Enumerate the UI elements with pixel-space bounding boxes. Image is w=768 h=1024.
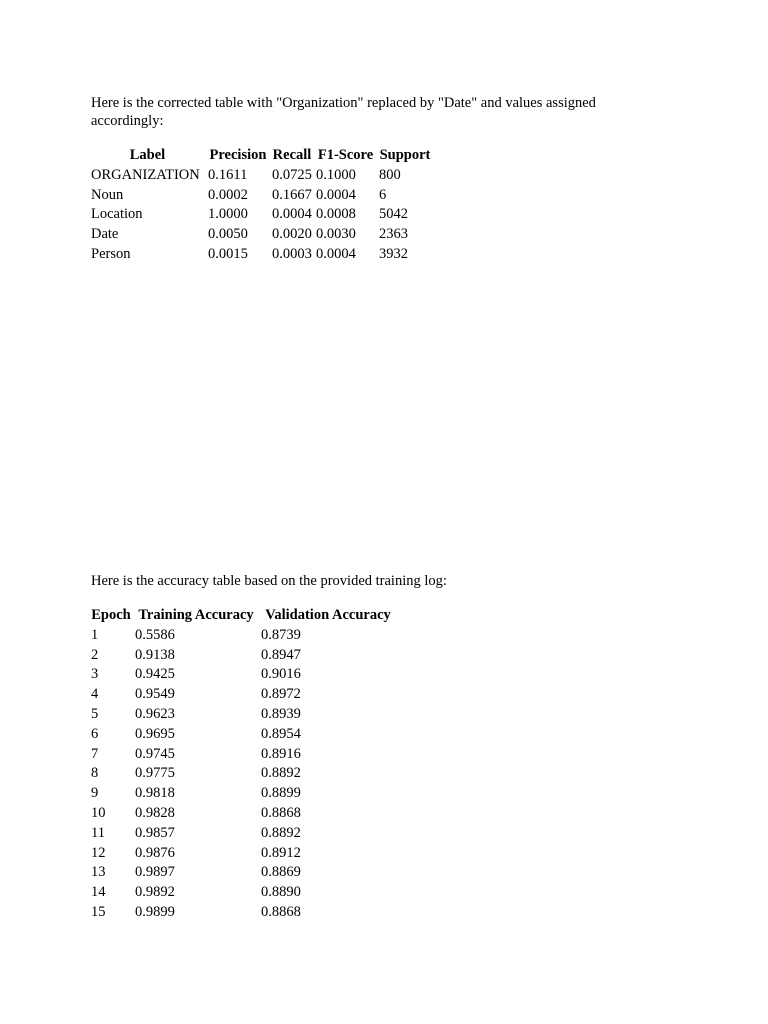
cell-validation-accuracy: 0.8892: [261, 824, 301, 841]
cell-validation-accuracy: 0.8892: [261, 765, 301, 782]
cell-training-accuracy: 0.9876: [135, 844, 175, 861]
table-row: [89, 745, 397, 765]
table-row: [89, 626, 397, 646]
header-f1-score: F1-Score: [317, 147, 374, 163]
table-row: [89, 186, 433, 206]
metrics-table: [89, 146, 433, 265]
header-epoch: Epoch: [91, 607, 131, 623]
cell-validation-accuracy: 0.8890: [261, 884, 301, 901]
header-label: Label: [129, 147, 166, 163]
cell-training-accuracy: 0.9425: [135, 666, 175, 683]
cell-epoch: 1: [91, 626, 99, 643]
cell-label: Noun: [91, 186, 124, 203]
cell-epoch: 10: [91, 804, 106, 821]
table-row: [89, 166, 433, 186]
cell-epoch: 2: [91, 646, 99, 663]
table-row: [89, 225, 433, 245]
table-row: [89, 804, 397, 824]
cell-validation-accuracy: 0.8912: [261, 844, 301, 861]
cell-f1-score: 0.0030: [316, 226, 356, 243]
cell-support: 2363: [379, 226, 408, 243]
cell-precision: 0.0050: [208, 226, 248, 243]
cell-support: 3932: [379, 245, 408, 262]
metrics-intro-text: Here is the corrected table with "Organization" replaced by "Date" and values assigned accordingly:: [91, 95, 596, 129]
cell-recall: 0.0004: [272, 206, 312, 223]
cell-epoch: 15: [91, 903, 106, 920]
table-row: [89, 903, 397, 923]
cell-recall: 0.0003: [272, 245, 312, 262]
cell-training-accuracy: 0.9828: [135, 804, 175, 821]
cell-training-accuracy: 0.9745: [135, 745, 175, 762]
cell-epoch: 14: [91, 884, 106, 901]
table-row: [89, 646, 397, 666]
cell-validation-accuracy: 0.8868: [261, 804, 301, 821]
cell-f1-score: 0.0004: [316, 186, 356, 203]
cell-validation-accuracy: 0.8868: [261, 903, 301, 920]
cell-epoch: 5: [91, 705, 99, 722]
accuracy-intro-text: Here is the accuracy table based on the provided training log:: [91, 573, 447, 589]
table-row: [89, 665, 397, 685]
cell-support: 6: [379, 186, 387, 203]
cell-support: 800: [379, 166, 401, 183]
cell-epoch: 9: [91, 785, 99, 802]
cell-validation-accuracy: 0.9016: [261, 666, 301, 683]
table-row: [89, 245, 433, 265]
cell-recall: 0.1667: [272, 186, 312, 203]
cell-validation-accuracy: 0.8947: [261, 646, 301, 663]
table-row: [89, 824, 397, 844]
table-row: [89, 705, 397, 725]
cell-training-accuracy: 0.9897: [135, 864, 175, 881]
cell-training-accuracy: 0.9818: [135, 785, 175, 802]
cell-recall: 0.0020: [272, 226, 312, 243]
cell-validation-accuracy: 0.8954: [261, 725, 301, 742]
table-row: [89, 883, 397, 903]
table-row: [89, 863, 397, 883]
cell-precision: 0.0015: [208, 245, 248, 262]
cell-epoch: 4: [91, 686, 99, 703]
header-recall: Recall: [272, 147, 312, 163]
cell-label: Person: [91, 245, 131, 262]
cell-training-accuracy: 0.9892: [135, 884, 175, 901]
cell-validation-accuracy: 0.8869: [261, 864, 301, 881]
cell-training-accuracy: 0.9549: [135, 686, 175, 703]
cell-validation-accuracy: 0.8739: [261, 626, 301, 643]
metrics-header-row: [89, 146, 433, 166]
cell-validation-accuracy: 0.8972: [261, 686, 301, 703]
cell-training-accuracy: 0.9775: [135, 765, 175, 782]
cell-validation-accuracy: 0.8899: [261, 785, 301, 802]
cell-epoch: 11: [91, 824, 105, 841]
cell-epoch: 12: [91, 844, 106, 861]
cell-training-accuracy: 0.9899: [135, 903, 175, 920]
table-row: [89, 844, 397, 864]
cell-recall: 0.0725: [272, 166, 312, 183]
cell-f1-score: 0.0004: [316, 245, 356, 262]
table-row: [89, 205, 433, 225]
cell-epoch: 13: [91, 864, 106, 881]
cell-validation-accuracy: 0.8916: [261, 745, 301, 762]
cell-label: Location: [91, 206, 143, 223]
cell-training-accuracy: 0.9695: [135, 725, 175, 742]
table-row: [89, 784, 397, 804]
cell-f1-score: 0.0008: [316, 206, 356, 223]
table-row: [89, 764, 397, 784]
cell-epoch: 8: [91, 765, 99, 782]
cell-epoch: 6: [91, 725, 99, 742]
cell-precision: 0.0002: [208, 186, 248, 203]
table-row: [89, 725, 397, 745]
cell-training-accuracy: 0.9857: [135, 824, 175, 841]
cell-training-accuracy: 0.9623: [135, 705, 175, 722]
header-precision: Precision: [209, 147, 267, 163]
header-training-accuracy: Training Accuracy: [138, 607, 254, 623]
header-validation-accuracy: Validation Accuracy: [265, 607, 391, 623]
cell-label: ORGANIZATION: [91, 166, 200, 183]
table-row: [89, 685, 397, 705]
accuracy-table: [89, 606, 397, 923]
cell-precision: 1.0000: [208, 206, 248, 223]
cell-label: Date: [91, 226, 119, 243]
header-support: Support: [379, 147, 431, 163]
accuracy-header-row: [89, 606, 397, 626]
cell-precision: 0.1611: [208, 166, 248, 183]
cell-support: 5042: [379, 206, 408, 223]
cell-training-accuracy: 0.9138: [135, 646, 175, 663]
cell-validation-accuracy: 0.8939: [261, 705, 301, 722]
cell-training-accuracy: 0.5586: [135, 626, 175, 643]
cell-f1-score: 0.1000: [316, 166, 356, 183]
cell-epoch: 3: [91, 666, 99, 683]
cell-epoch: 7: [91, 745, 99, 762]
